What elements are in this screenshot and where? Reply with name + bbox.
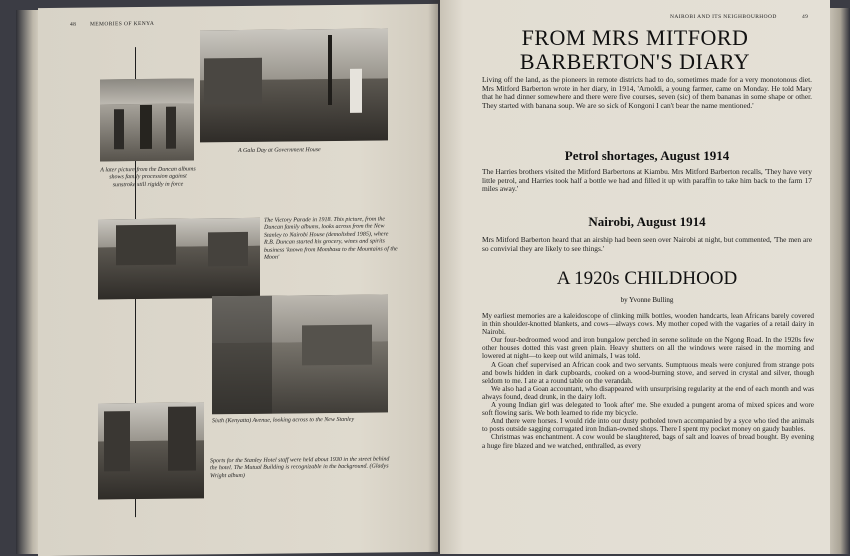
childhood-paragraph: And there were horses. I would ride into our dusty potholed town accompanied by a syce who tied the animals to posts outside sagging corrugated iron Indian-owned shops. There I spent my pocket money on gaudy baubles. [482, 417, 814, 434]
right-page-number: 49 [802, 14, 809, 20]
childhood-paragraph: We also had a Goan accountant, who disappeared with unsurprising regularity at the end of each month and was always found, dead drunk, in the dairy loft. [482, 384, 814, 401]
victory-parade-photo [98, 218, 260, 300]
left-page [38, 4, 438, 556]
gala-caption: A Gala Day at Government House [238, 147, 321, 154]
left-page-running-title: MEMORIES OF KENYA [90, 20, 155, 28]
childhood-title: A 1920s CHILDHOOD [556, 268, 738, 289]
childhood-byline: by Yvonne Bulling [620, 296, 674, 304]
right-page [440, 0, 830, 554]
nairobi-text [482, 236, 812, 253]
nairobi-heading: Nairobi, August 1914 [588, 214, 706, 229]
diary-text [482, 76, 812, 110]
childhood-paragraph: A Goan chef supervised an African cook and two servants. Sumptuous meals were conjured from strange pots and bowls hidden in dark cupboards, cooked on a wood-burning stove, and served in crystal and silver, though seldom to me. I ate at a round table on the verandah. [482, 360, 814, 385]
diary-paragraph: Living off the land, as the pioneers in remote districts had to do, sometimes made for a very monotonous diet. Mrs Mitford Barberton wrote in her diary, in 1914, 'Arnoldi, a young farmer, came on Monday. He told Mary that he had dinner somewhere and there were five courses, seven (sic) of them bananas in some shape or other. They started with banana soup. We are so sick of Kongoni I can't bear the name mentioned.' [482, 75, 812, 110]
childhood-paragraph: Christmas was enchantment. A cow would be slaughtered, bags of salt and loaves of bread bought. By evening a huge fire blazed and we watched, enthralled, as every [482, 433, 814, 450]
sixth-avenue-photo [212, 294, 388, 414]
petrol-paragraph: The Harries brothers visited the Mitford Barbertons at Kiambu. Mrs Mitford Barberton recalls, 'They have very little petrol, and Harries took half a bottle we had and filled it up with paraffin to take him back to the farm 17 miles away.' [482, 167, 812, 194]
childhood-paragraph: A young Indian girl was delegated to 'look after' me. She exuded a pungent aroma of mixed spices and wore soft flowing saris. We both learned to ride my bicycle. [482, 401, 814, 418]
duncan-caption: A later picture from the Duncan albums shows family procession against sunstroke still rigidly in force [100, 166, 196, 189]
childhood-paragraph: My earliest memories are a kaleidoscope of clinking milk bottles, wooden handcarts, lean Africans barely covered in thin shoulder-knotted blankets, and cows—always cows. My mother coped with the vagaries of a retail dairy in Nairobi. [482, 312, 814, 337]
childhood-text [482, 312, 814, 450]
sports-caption: Sports for the Stanley Hotel staff were held about 1930 in the street behind the hotel. The Mutual Building is recognizable in the background. (Gladys Wright album) [210, 456, 390, 480]
stanley-sports-photo [98, 402, 204, 499]
petrol-heading: Petrol shortages, August 1914 [564, 148, 730, 163]
childhood-paragraph: Our four-bedroomed wood and iron bungalow perched in serene solitude on the Ngong Road. In the 1920s few other houses dotted this vast green plain. Heavy shutters on all the windows were raised in the morning and lowered at night—to keep out wild animals, I was told. [482, 336, 814, 361]
right-page-running-title: NAIROBI AND ITS NEIGHBOURHOOD [670, 14, 777, 20]
gala-day-photo [200, 28, 388, 142]
duncan-album-photo [100, 78, 194, 161]
nairobi-paragraph: Mrs Mitford Barberton heard that an airship had been seen over Nairobi at night, but commented, 'The men are so convivial they are likely to see things.' [482, 235, 812, 253]
petrol-text [482, 168, 812, 194]
sixth-avenue-caption: Sixth (Kenyatta) Avenue, looking across to the New Stanley [212, 416, 355, 425]
book-edge-left [16, 10, 40, 554]
diary-title: FROM MRS MITFORD BARBERTON'S DIARY [519, 25, 751, 74]
left-page-number: 48 [70, 21, 77, 28]
victory-caption: The Victory Parade in 1918. This picture, from the Duncan family albums, looks across from the New Stanley to Nairobi House (demolished 1985), where R.B. Duncan started his grocery, wines and spirits business 'known from Mombasa to the Mountains of the Moon' [264, 216, 398, 261]
